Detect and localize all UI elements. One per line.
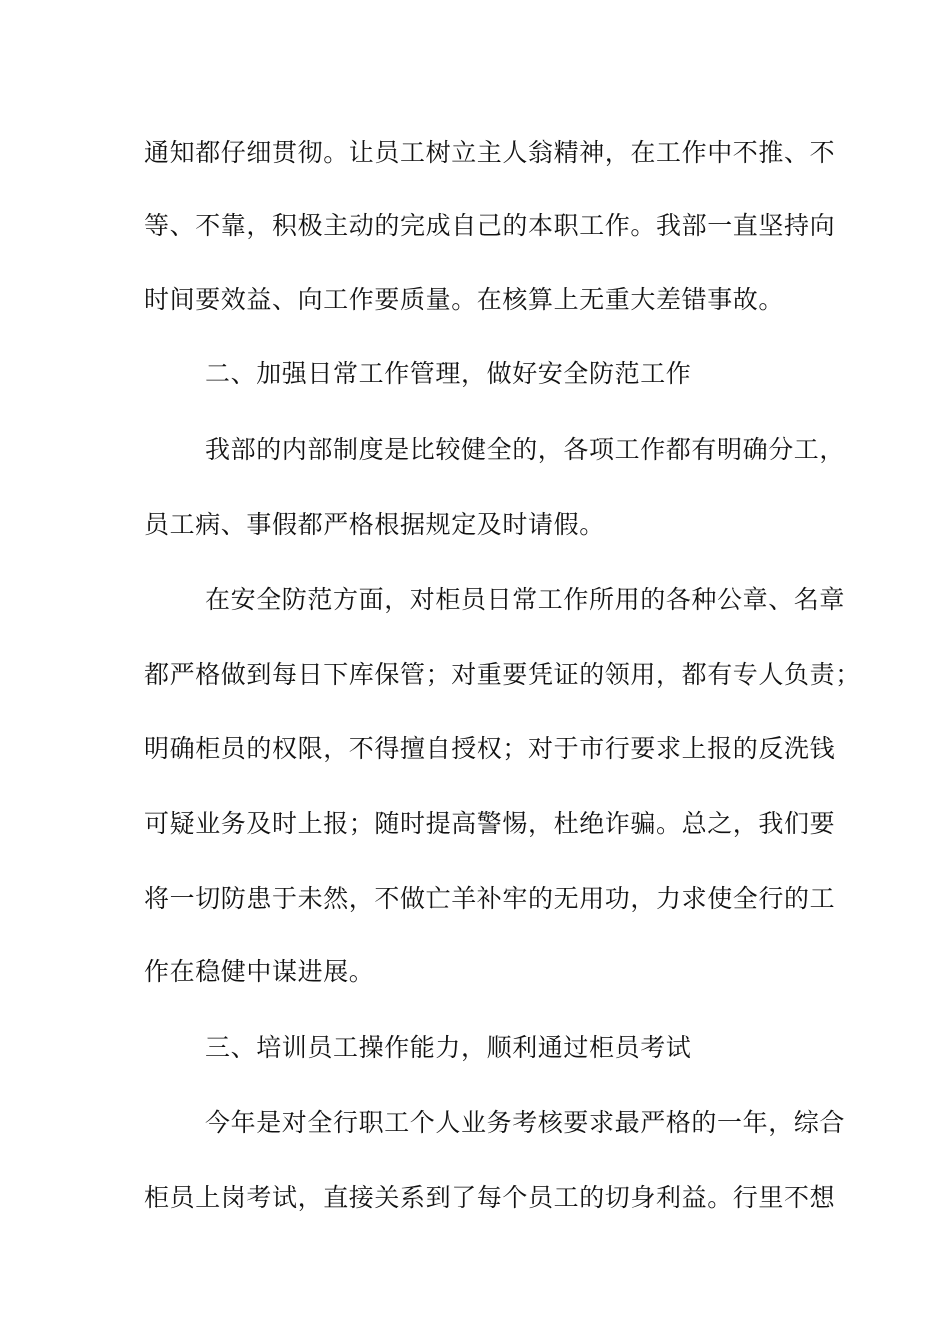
body-text-line: 可疑业务及时上报；随时提高警惕，杜绝诈骗。总之，我们要 [144, 809, 836, 838]
section-heading: 二、加强日常工作管理，做好安全防范工作 [205, 359, 692, 388]
section-heading: 三、培训员工操作能力，顺利通过柜员考试 [205, 1033, 692, 1062]
body-text-line: 将一切防患于未然，不做亡羊补牢的无用功，力求使全行的工 [144, 884, 836, 913]
body-text-line: 明确柜员的权限，不得擅自授权；对于市行要求上报的反洗钱 [144, 734, 836, 763]
body-text-line: 通知都仔细贯彻。让员工树立主人翁精神，在工作中不推、不 [144, 138, 836, 167]
body-text-line: 都严格做到每日下库保管；对重要凭证的领用，都有专人负责； [144, 660, 861, 689]
body-text-line: 作在稳健中谋进展。 [144, 957, 375, 986]
body-text-line: 时间要效益、向工作要质量。在核算上无重大差错事故。 [144, 285, 785, 314]
body-text-line: 员工病、事假都严格根据规定及时请假。 [144, 510, 605, 539]
body-text-line: 柜员上岗考试，直接关系到了每个员工的切身利益。行里不想 [144, 1183, 836, 1212]
body-text-line: 在安全防范方面，对柜员日常工作所用的各种公章、名章 [205, 585, 846, 614]
body-text-line: 我部的内部制度是比较健全的，各项工作都有明确分工， [205, 435, 846, 464]
body-text-line: 今年是对全行职工个人业务考核要求最严格的一年，综合 [205, 1108, 846, 1137]
body-text-line: 等、不靠，积极主动的完成自己的本职工作。我部一直坚持向 [144, 211, 836, 240]
